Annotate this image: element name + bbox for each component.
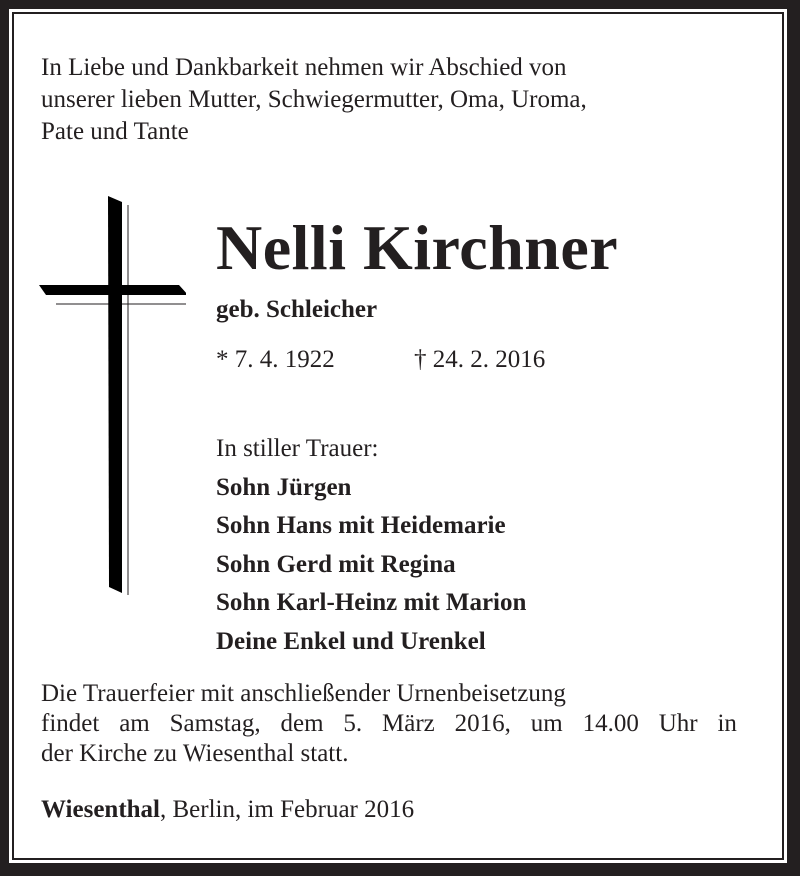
- life-dates: [216, 345, 546, 375]
- word: 5.: [343, 710, 363, 737]
- word: in: [717, 710, 737, 737]
- word: Samstag,: [169, 710, 261, 737]
- mourner: Sohn Jürgen: [216, 473, 352, 501]
- intro-line: In Liebe und Dankbarkeit nehmen wir Abschied von: [41, 54, 567, 81]
- mourners-list: [216, 430, 526, 661]
- birth-name: geb. Schleicher: [216, 296, 378, 323]
- signoff-rest: , Berlin, im Februar 2016: [160, 796, 415, 823]
- word: findet: [41, 710, 100, 737]
- intro-line: Pate und Tante: [41, 118, 189, 145]
- mourner: Deine Enkel und Urenkel: [216, 627, 486, 655]
- word: um: [530, 710, 563, 737]
- word: März: [382, 710, 435, 737]
- death-date: † 24. 2. 2016: [414, 346, 546, 373]
- word: dem: [280, 710, 324, 737]
- mourner: Sohn Karl-Heinz mit Marion: [216, 589, 527, 616]
- mourner: Sohn Gerd mit Regina: [216, 550, 456, 578]
- service-line: der Kirche zu Wiesenthal statt.: [41, 740, 349, 767]
- intro-line: unserer lieben Mutter, Schwiegermutter, Oma, Uroma,: [41, 86, 587, 113]
- signoff: [41, 795, 414, 825]
- word: am: [119, 710, 150, 737]
- cross-icon: [26, 185, 186, 595]
- service-info: [41, 679, 737, 769]
- mourners-label: In stiller Trauer:: [216, 435, 379, 462]
- service-line: Die Trauerfeier mit anschließender Urnenbeisetzung: [41, 680, 566, 707]
- birth-date: * 7. 4. 1922: [216, 346, 335, 373]
- signoff-place: Wiesenthal: [41, 796, 160, 823]
- service-line-justified: [41, 709, 737, 739]
- deceased-name: Nelli Kirchner: [216, 212, 619, 283]
- mourner: Sohn Hans mit Heidemarie: [216, 512, 506, 539]
- word: 2016,: [454, 710, 511, 737]
- word: 14.00: [582, 710, 639, 737]
- intro-text: [41, 52, 741, 148]
- word: Uhr: [658, 710, 698, 737]
